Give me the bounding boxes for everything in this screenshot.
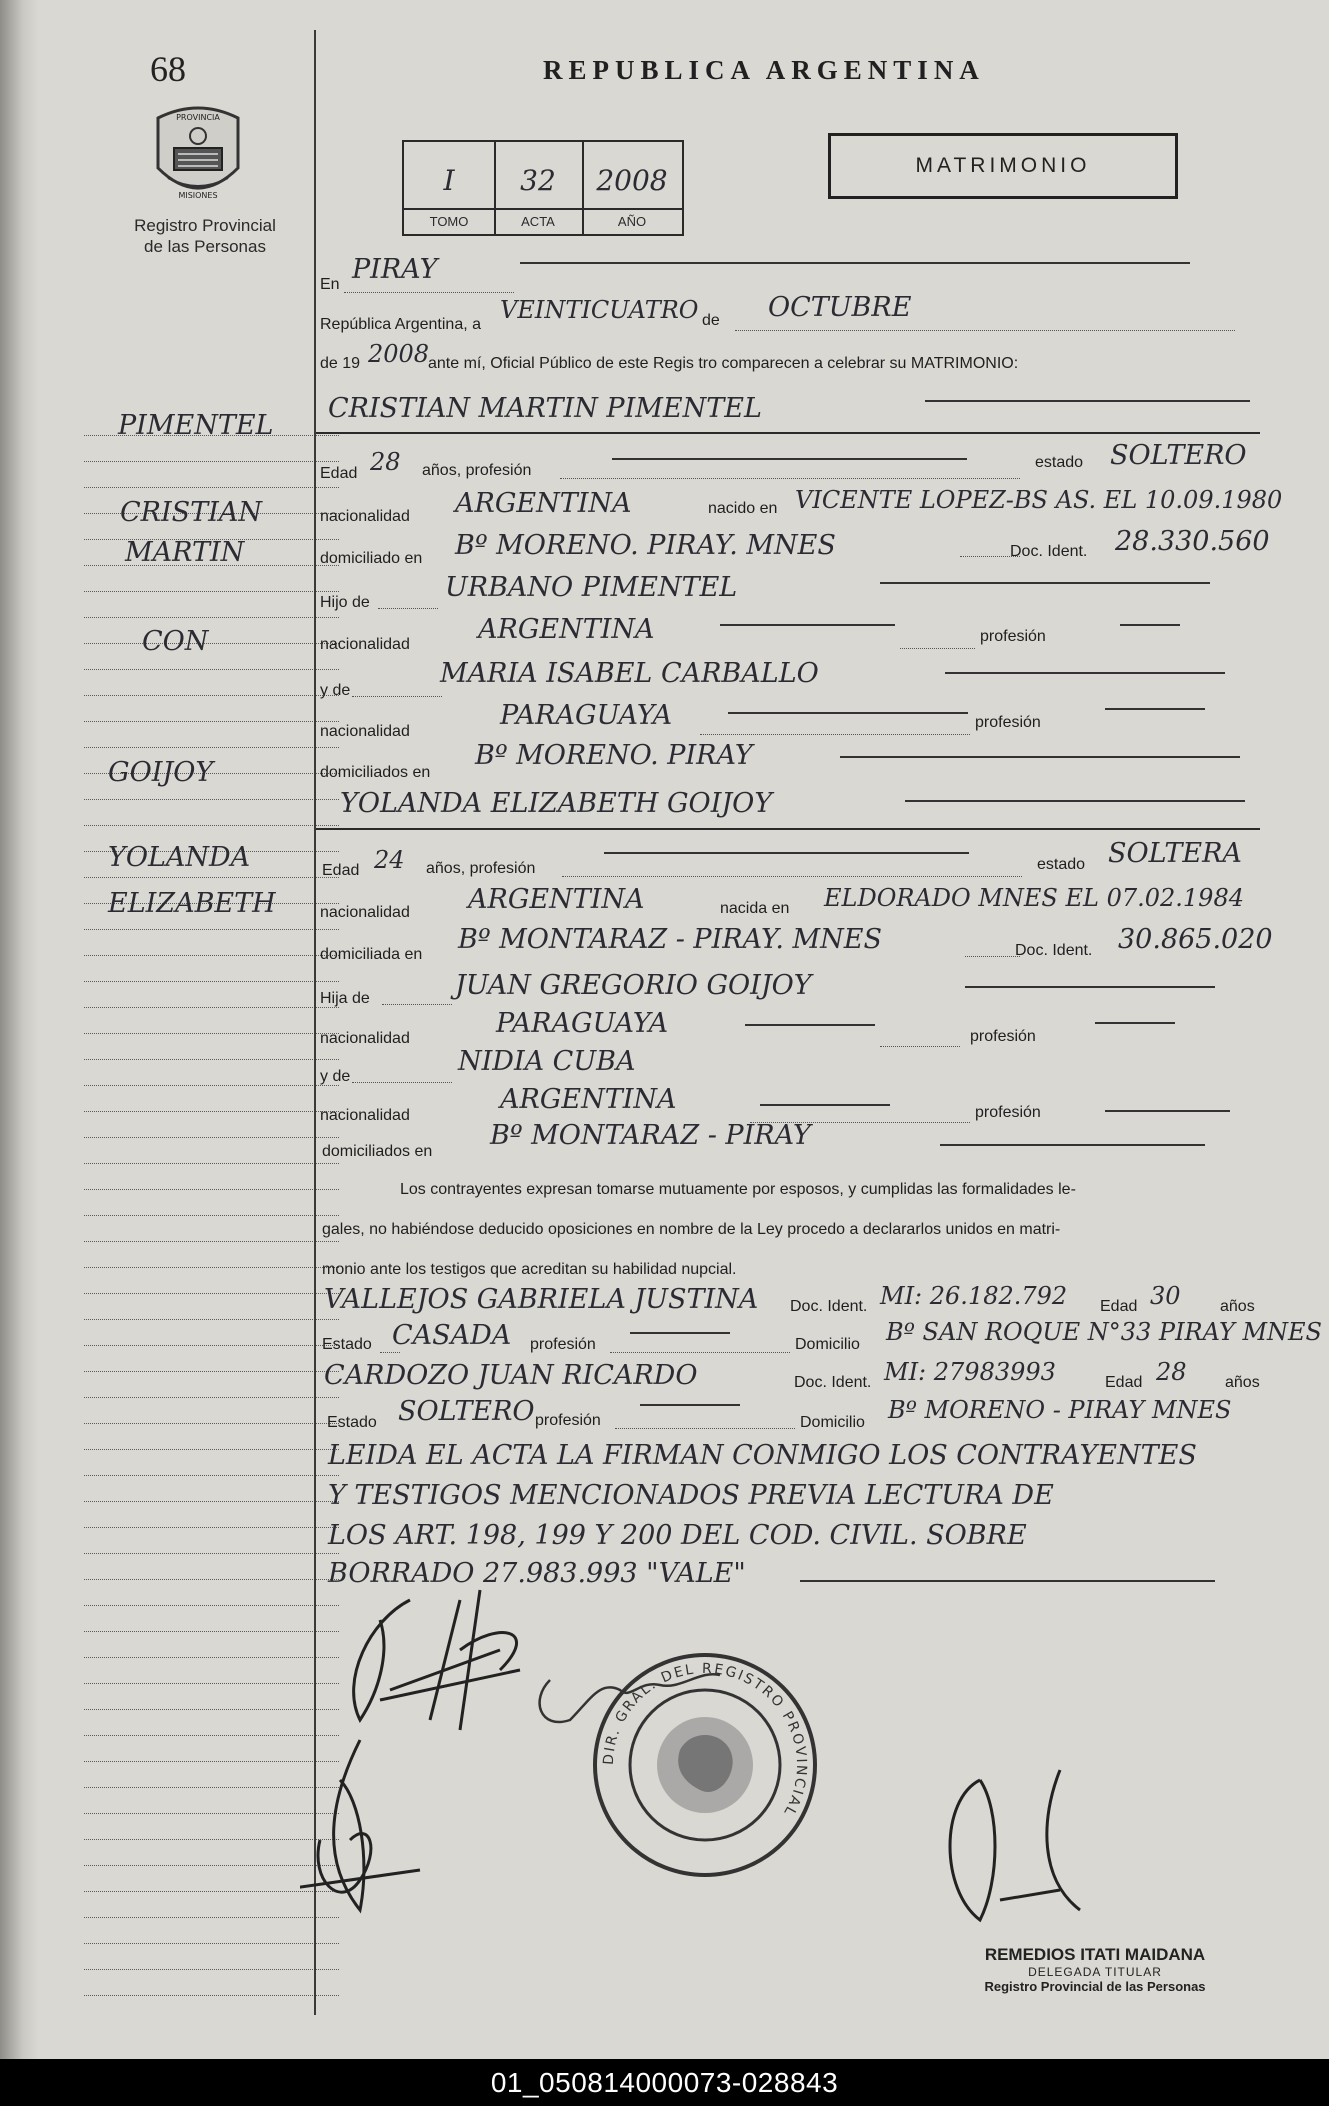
- witness2-dom-label: Domicilio: [800, 1414, 865, 1431]
- bride-dom-label: domiciliada en: [320, 946, 423, 963]
- republic-label: República Argentina, a: [320, 316, 481, 333]
- margin-rule: [84, 747, 339, 748]
- groom-father-prof-label: profesión: [980, 628, 1046, 645]
- groom-full-name: CRISTIAN MARTIN PIMENTEL: [328, 393, 762, 424]
- witness1-age: 30: [1150, 1282, 1181, 1310]
- declaration-line-1: Los contrayentes expresan tomarse mutuamente por esposos, y cumplidas las formalidades le-: [400, 1181, 1076, 1198]
- groom-nac-label: nacionalidad: [320, 508, 410, 525]
- bride-father-nac: PARAGUAYA: [496, 1008, 669, 1039]
- margin-rule: [84, 1293, 339, 1294]
- witness1-edad-label: Edad: [1100, 1298, 1138, 1315]
- witness1-domicilio: Bº SAN ROQUE N°33 PIRAY MNES: [886, 1318, 1322, 1346]
- acta-label: ACTA: [494, 208, 582, 236]
- tomo-cell: [404, 142, 496, 234]
- margin-rule: [84, 1371, 339, 1372]
- declaration-text: [322, 1170, 1260, 1290]
- bride-doc: 30.865.020: [1118, 924, 1273, 955]
- de-label: de: [702, 312, 720, 329]
- document-code: 01_050814000073-028843: [0, 2059, 1329, 2106]
- witness2-age: 28: [1156, 1358, 1187, 1386]
- groom-nacido-label: nacido en: [708, 500, 778, 517]
- groom-hijo-label: Hijo de: [320, 594, 370, 611]
- margin-rule: [84, 929, 339, 930]
- year-suffix: 2008: [368, 340, 430, 368]
- margin-rule: [84, 1475, 339, 1476]
- bride-mother-prof-label: profesión: [975, 1104, 1041, 1121]
- bride-edad-label: Edad: [322, 862, 360, 879]
- act-type-box: MATRIMONIO: [828, 133, 1178, 199]
- margin-rule: [84, 1241, 339, 1242]
- groom-edad-label: Edad: [320, 465, 358, 482]
- official-office: Registro Provincial de las Personas: [984, 1979, 1206, 1994]
- margin-rule: [84, 825, 339, 826]
- groom-father-nac: ARGENTINA: [478, 614, 655, 645]
- witness2-estado-label: Estado: [327, 1414, 377, 1431]
- groom-father-nac-label: nacionalidad: [320, 636, 410, 653]
- margin-name-1b: MARTIN: [125, 537, 245, 568]
- margin-rule: [84, 1007, 339, 1008]
- groom-estado: SOLTERO: [1110, 440, 1247, 471]
- stamp-ring-text: DIR. GRAL. DEL REGISTRO PROVINCIAL: [600, 1660, 810, 1820]
- margin-rule: [84, 1319, 339, 1320]
- signature-5: [950, 1770, 1080, 1920]
- ano-value: 2008: [596, 164, 668, 197]
- tomo-label: TOMO: [404, 208, 494, 236]
- groom-parents-dom-label: domiciliados en: [320, 764, 431, 781]
- intro-statement: ante mí, Oficial Público de este Regis tro comparecen a celebrar su MATRIMONIO:: [428, 355, 1019, 372]
- registry-line-2: de las Personas: [144, 237, 266, 256]
- groom-yde-label: y de: [320, 682, 351, 699]
- declaration-line-3: monio ante los testigos que acreditan su habilidad nupcial.: [322, 1261, 737, 1278]
- bride-domicilio: Bº MONTARAZ - PIRAY. MNES: [458, 924, 882, 955]
- bride-age: 24: [374, 846, 405, 874]
- groom-father: URBANO PIMENTEL: [445, 572, 738, 603]
- acta-value: 32: [520, 164, 556, 197]
- bride-mother-nac-label: nacionalidad: [320, 1107, 410, 1124]
- bride-separator: [316, 828, 1260, 830]
- margin-name-1a: CRISTIAN: [120, 497, 262, 528]
- margin-rule: [84, 643, 339, 644]
- bride-nac-label: nacionalidad: [320, 904, 410, 921]
- margin-con: CON: [142, 626, 209, 657]
- margin-surname-1: PIMENTEL: [118, 410, 274, 441]
- witness2-domicilio: Bº MORENO - PIRAY MNES: [888, 1396, 1232, 1424]
- country-title: REPUBLICA ARGENTINA: [543, 55, 985, 85]
- margin-rule: [84, 1059, 339, 1060]
- day-value: VEINTICUATRO: [500, 296, 699, 324]
- groom-dom-label: domiciliado en: [320, 550, 423, 567]
- witness2-doc: MI: 27983993: [884, 1358, 1056, 1386]
- margin-rule: [84, 1449, 339, 1450]
- bride-father-prof-label: profesión: [970, 1028, 1036, 1045]
- margin-rule: [84, 877, 339, 878]
- margin-rule: [84, 461, 339, 462]
- groom-anos-label: años, profesión: [422, 462, 532, 479]
- margin-rule: [84, 1111, 339, 1112]
- margin-rule: [84, 1527, 339, 1528]
- signature-4: [300, 1834, 420, 1893]
- margin-rule: [84, 1189, 339, 1190]
- margin-rule: [84, 1267, 339, 1268]
- place-value: PIRAY: [352, 254, 438, 285]
- witness2-doc-label: Doc. Ident.: [794, 1374, 872, 1391]
- en-label: En: [320, 276, 340, 293]
- bride-full-name: YOLANDA ELIZABETH GOIJOY: [340, 788, 773, 819]
- bride-parents-dom-label: domiciliados en: [322, 1143, 433, 1160]
- margin-rule: [84, 669, 339, 670]
- witness1-dom-label: Domicilio: [795, 1336, 860, 1353]
- groom-mother-prof-label: profesión: [975, 714, 1041, 731]
- declaration-line-2: gales, no habiéndose deducido oposiciones en nombre de la Ley procedo a declararlos unidos en matri-: [322, 1221, 1061, 1238]
- groom-mother-nac: PARAGUAYA: [500, 700, 673, 731]
- bride-nacida-label: nacida en: [720, 900, 790, 917]
- year-prefix: de 19: [320, 355, 361, 372]
- bride-anos-label: años, profesión: [426, 860, 536, 877]
- margin-rule: [84, 591, 339, 592]
- margin-rule: [84, 1137, 339, 1138]
- margin-rule: [84, 1423, 339, 1424]
- groom-doc-label: Doc. Ident.: [1010, 543, 1088, 560]
- official-name: REMEDIOS ITATI MAIDANA: [984, 1945, 1206, 1964]
- witness2-prof-label: profesión: [535, 1412, 601, 1429]
- bride-mother: NIDIA CUBA: [458, 1046, 636, 1077]
- bride-parents-dom: Bº MONTARAZ - PIRAY: [490, 1120, 811, 1151]
- margin-column: [38, 0, 316, 2059]
- margin-rule: [84, 1397, 339, 1398]
- registry-name: [110, 215, 300, 257]
- witness2-anos-label: años: [1225, 1374, 1260, 1391]
- witness1-estado-label: Estado: [322, 1336, 372, 1353]
- bride-father: JUAN GREGORIO GOIJOY: [455, 970, 812, 1001]
- witness2-estado: SOLTERO: [398, 1396, 535, 1427]
- emblem-text-top: PROVINCIA: [176, 113, 220, 122]
- official-title: DELEGADA TITULAR: [1028, 1965, 1162, 1979]
- witness1-doc-label: Doc. Ident.: [790, 1298, 868, 1315]
- ano-cell: [582, 142, 682, 234]
- margin-name-2a: YOLANDA: [108, 842, 251, 873]
- margin-surname-2: GOIJOY: [108, 757, 214, 788]
- witness2-edad-label: Edad: [1105, 1374, 1143, 1391]
- bride-father-nac-label: nacionalidad: [320, 1030, 410, 1047]
- folio-number: 68: [150, 49, 186, 89]
- provincial-emblem-icon: [148, 98, 248, 208]
- bride-doc-label: Doc. Ident.: [1015, 942, 1093, 959]
- margin-rule: [84, 981, 339, 982]
- bride-mother-nac: ARGENTINA: [500, 1084, 677, 1115]
- witness1-name: VALLEJOS GABRIELA JUSTINA: [324, 1284, 759, 1315]
- groom-separator: [316, 432, 1260, 434]
- margin-rule: [84, 487, 339, 488]
- witness1-doc: MI: 26.182.792: [880, 1282, 1068, 1310]
- margin-rule: [84, 1215, 339, 1216]
- witness2-name: CARDOZO JUAN RICARDO: [324, 1360, 698, 1391]
- groom-mother: MARIA ISABEL CARBALLO: [440, 658, 819, 689]
- signature-2: [380, 1590, 520, 1730]
- groom-birth: VICENTE LOPEZ-BS AS. EL 10.09.1980: [795, 486, 1283, 514]
- closing-line-1: LEIDA EL ACTA LA FIRMAN CONMIGO LOS CONTRAYENTES: [328, 1440, 1197, 1471]
- binding-edge: [0, 0, 38, 2059]
- margin-rule: [84, 721, 339, 722]
- groom-estado-label: estado: [1035, 454, 1084, 471]
- tomo-value: I: [443, 164, 455, 197]
- margin-rule: [84, 1553, 339, 1554]
- bride-yde-label: y de: [320, 1068, 351, 1085]
- bride-nacionalidad: ARGENTINA: [468, 884, 645, 915]
- reference-table: [402, 140, 684, 236]
- witness1-prof-label: profesión: [530, 1336, 596, 1353]
- margin-name-2b: ELIZABETH: [108, 888, 276, 919]
- witness1-anos-label: años: [1220, 1298, 1255, 1315]
- closing-line-2: Y TESTIGOS MENCIONADOS PREVIA LECTURA DE: [328, 1480, 1054, 1511]
- signature-1: [334, 1600, 410, 1910]
- margin-rule: [84, 1345, 339, 1346]
- margin-rule: [84, 1033, 339, 1034]
- margin-rule: [84, 617, 339, 618]
- margin-rule: [84, 1085, 339, 1086]
- margin-rule: [84, 695, 339, 696]
- closing-line-3: LOS ART. 198, 199 Y 200 DEL COD. CIVIL. SOBRE: [328, 1520, 1027, 1551]
- witness1-estado: CASADA: [392, 1320, 512, 1351]
- groom-domicilio: Bº MORENO. PIRAY. MNES: [455, 530, 836, 561]
- bride-estado: SOLTERA: [1108, 838, 1242, 869]
- ano-label: AÑO: [582, 208, 682, 236]
- margin-rule: [84, 799, 339, 800]
- official-stamp-icon: [590, 1650, 820, 1880]
- closing-line-4: BORRADO 27.983.993 "VALE": [328, 1558, 746, 1589]
- margin-rule: [84, 1501, 339, 1502]
- groom-mother-nac-label: nacionalidad: [320, 723, 410, 740]
- official-block: [945, 1945, 1245, 1994]
- emblem-text-bottom: MISIONES: [178, 191, 218, 200]
- bride-estado-label: estado: [1037, 856, 1086, 873]
- month-value: OCTUBRE: [768, 292, 912, 323]
- registry-line-1: Registro Provincial: [134, 216, 276, 235]
- groom-nacionalidad: ARGENTINA: [455, 488, 632, 519]
- margin-rule: [84, 955, 339, 956]
- groom-doc: 28.330.560: [1115, 526, 1270, 557]
- bride-hija-label: Hija de: [320, 990, 370, 1007]
- groom-age: 28: [370, 448, 401, 476]
- groom-parents-dom: Bº MORENO. PIRAY: [475, 740, 753, 771]
- margin-rule: [84, 1163, 339, 1164]
- bride-birth: ELDORADO MNES EL 07.02.1984: [824, 884, 1244, 912]
- acta-cell: [494, 142, 584, 234]
